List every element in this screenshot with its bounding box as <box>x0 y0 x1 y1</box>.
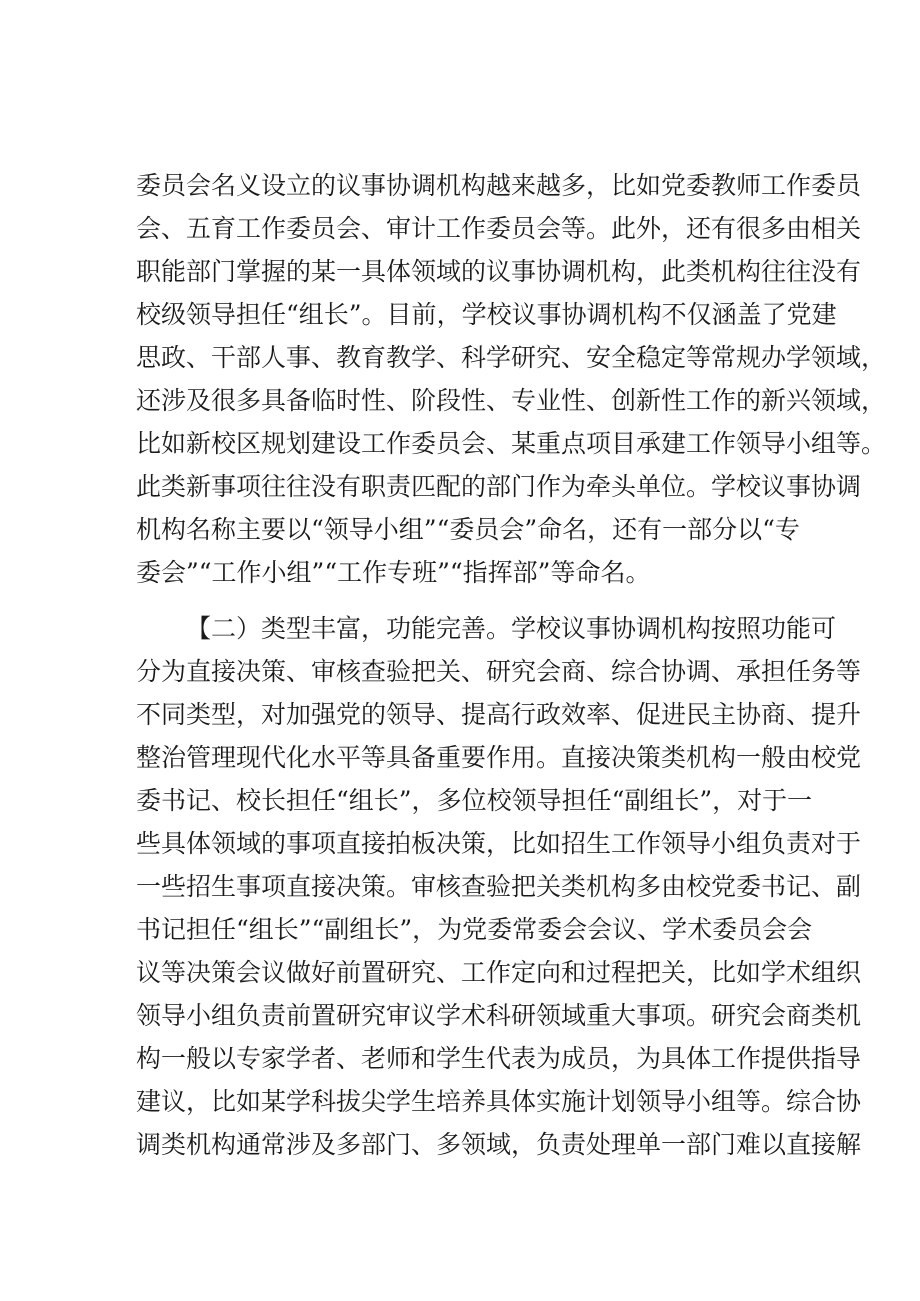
text-line: 委书记、校长担任“组长”，多位校领导担任“副组长”，对于一 <box>136 786 813 815</box>
text-line: 不同类型，对加强党的领导、提高行政效率、促进民主协商、提升 <box>136 700 862 729</box>
text-line: 书记担任“组长”“副组长”，为党委常委会会议、学术委员会会 <box>136 915 813 944</box>
text-line: 整治管理现代化水平等具备重要作用。直接决策类机构一般由校党 <box>136 743 862 772</box>
text-line: 委会”“工作小组”“工作专班”“指挥部”等命名。 <box>136 558 651 587</box>
text-line: 领导小组负责前置研究审议学术科研领域重大事项。研究会商类机 <box>136 1001 862 1030</box>
text-line: 还涉及很多具备临时性、阶段性、专业性、创新性工作的新兴领域， <box>136 386 887 415</box>
text-line: 一些招生事项直接决策。审核查验把关类机构多由校党委书记、副 <box>136 872 862 901</box>
text-line: 机构名称主要以“领导小组”“委员会”命名，还有一部分以“专 <box>136 515 800 544</box>
text-line: 些具体领域的事项直接拍板决策，比如招生工作领导小组负责对于 <box>136 829 862 858</box>
text-line: 分为直接决策、审核查验把关、研究会商、综合协调、承担任务等 <box>136 657 862 686</box>
text-line: 会、五育工作委员会、审计工作委员会等。此外，还有很多由相关 <box>136 214 862 243</box>
text-line: 职能部门掌握的某一具体领域的议事协调机构，此类机构往往没有 <box>136 257 862 286</box>
text-line: 议等决策会议做好前置研究、工作定向和过程把关，比如学术组织 <box>136 958 862 987</box>
text-line: 调类机构通常涉及多部门、多领域，负责处理单一部门难以直接解 <box>136 1130 862 1159</box>
text-line: 委员会名义设立的议事协调机构越来越多，比如党委教师工作委员 <box>136 171 862 200</box>
text-line: 比如新校区规划建设工作委员会、某重点项目承建工作领导小组等。 <box>136 429 887 458</box>
text-line: 此类新事项往往没有职责匹配的部门作为牵头单位。学校议事协调 <box>136 472 862 501</box>
text-line: 构一般以专家学者、老师和学生代表为成员，为具体工作提供指导 <box>136 1044 862 1073</box>
text-line: 思政、干部人事、教育教学、科学研究、安全稳定等常规办学领域， <box>136 343 887 372</box>
text-line: 【二）类型丰富，功能完善。学校议事协调机构按照功能可 <box>186 614 837 643</box>
text-line: 建议，比如某学科拔尖学生培养具体实施计划领导小组等。综合协 <box>136 1087 862 1116</box>
text-line: 校级领导担任“组长”。目前，学校议事协调机构不仅涵盖了党建 <box>136 300 837 329</box>
